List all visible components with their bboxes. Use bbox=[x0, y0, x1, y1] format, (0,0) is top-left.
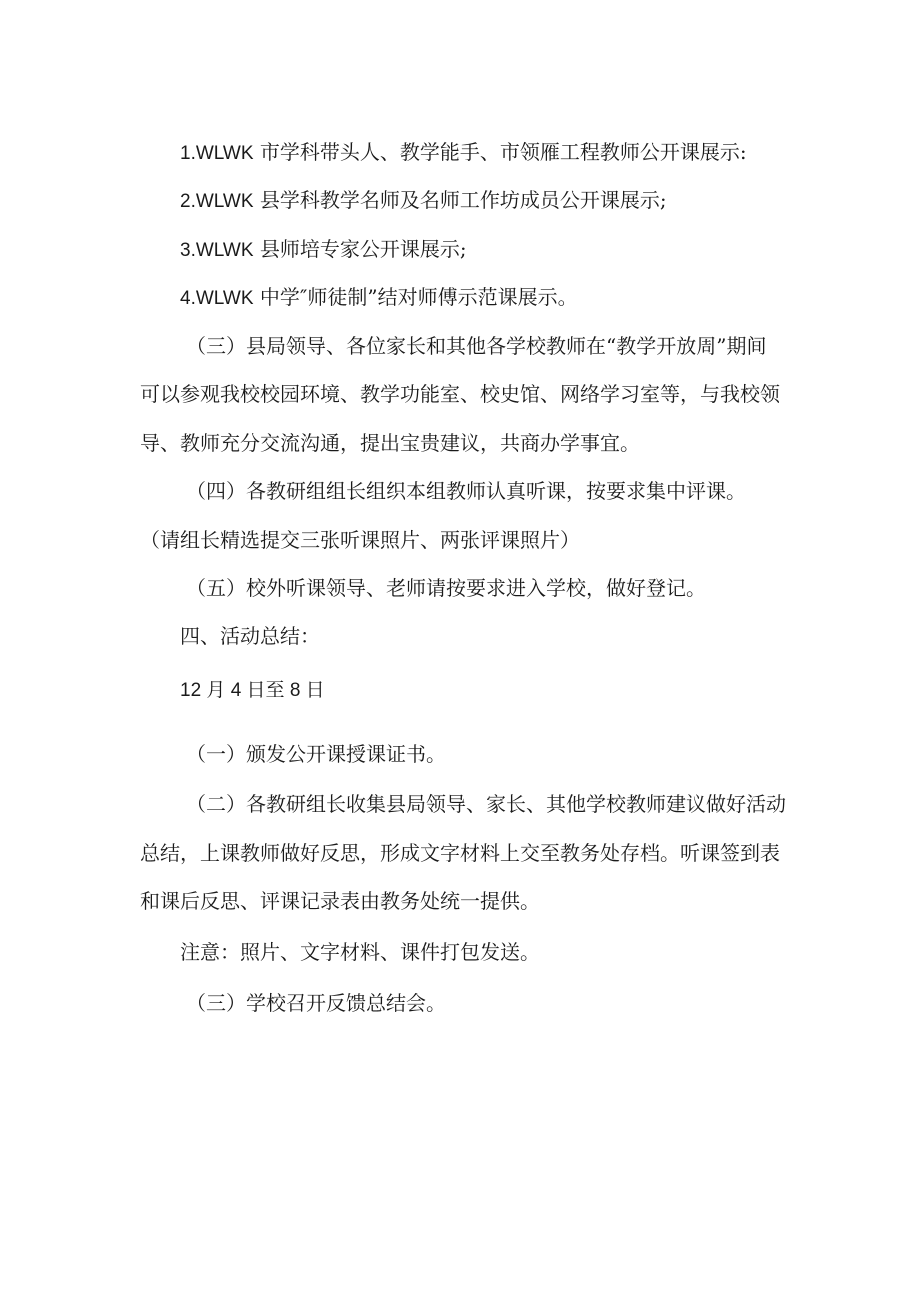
list-item bbox=[180, 283, 578, 313]
list-item bbox=[180, 235, 467, 265]
list-item-number: 3.WLWK bbox=[180, 240, 254, 261]
section-5-line: （五）校外听课领导、老师请按要求进入学校，做好登记。 bbox=[186, 576, 706, 600]
list-item-text: 县师培专家公开课展示; bbox=[253, 237, 467, 261]
list-item-number: 2.WLWK bbox=[180, 191, 254, 212]
section-3-line-3: 导、教师充分交流沟通，提出宝贵建议，共商办学事宜。 bbox=[140, 431, 640, 455]
summary-heading: 四、活动总结： bbox=[180, 624, 320, 648]
summary-note: 注意：照片、文字材料、课件打包发送。 bbox=[180, 940, 540, 964]
section-3-line-2: 可以参观我校校园环境、教学功能室、校史馆、网络学习室等，与我校领 bbox=[140, 382, 780, 406]
summary-date: 12 月 4 日至 8 日 bbox=[180, 680, 325, 701]
list-item-text: 中学″师徒制”结对师傅示范课展示。 bbox=[253, 285, 578, 309]
list-item-text: 市学科带头人、教学能手、市领雁工程教师公开课展示: bbox=[253, 140, 747, 164]
list-item-text: 县学科教学名师及名师工作坊成员公开课展示; bbox=[253, 188, 667, 212]
list-item-number: 4.WLWK bbox=[180, 288, 254, 309]
summary-item-1: （一）颁发公开课授课证书。 bbox=[186, 742, 446, 766]
list-item-number: 1.WLWK bbox=[180, 143, 254, 164]
summary-item-2-line-3: 和课后反思、评课记录表由教务处统一提供。 bbox=[140, 889, 540, 913]
summary-item-2-line-1: （二）各教研组长收集县局领导、家长、其他学校教师建议做好活动 bbox=[186, 792, 786, 816]
section-4-note: （请组长精选提交三张听课照片、两张评课照片） bbox=[140, 528, 580, 552]
summary-item-2-line-2: 总结，上课教师做好反思，形成文字材料上交至教务处存档。听课签到表 bbox=[140, 841, 780, 865]
section-4-line: （四）各教研组组长组织本组教师认真听课，按要求集中评课。 bbox=[186, 479, 746, 503]
list-item bbox=[180, 186, 667, 216]
summary-item-3: （三）学校召开反馈总结会。 bbox=[186, 991, 446, 1015]
list-item bbox=[180, 138, 747, 168]
section-3-line-1: （三）县局领导、各位家长和其他各学校教师在“教学开放周”期间 bbox=[186, 334, 767, 358]
